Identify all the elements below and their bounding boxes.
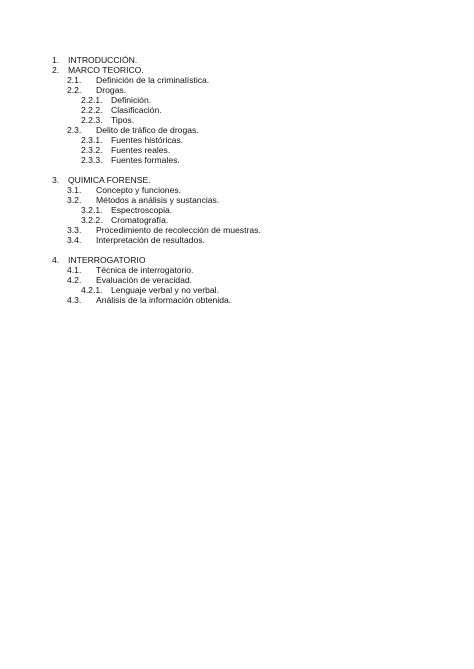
toc-entry-number: 2.2.	[67, 85, 82, 95]
toc-entry-title: Métodos a análisis y sustancias.	[96, 195, 220, 205]
toc-entry-number: 4.2.	[67, 275, 82, 285]
toc-entry-level-2	[0, 225, 474, 235]
toc-entry-title: Fuentes formales.	[111, 155, 180, 165]
toc-entry-number: 2.2.3.	[81, 115, 103, 125]
toc-entry-number: 2.1.	[67, 75, 82, 85]
toc-entry-level-3	[0, 155, 474, 165]
toc-entry-level-2	[0, 125, 474, 135]
toc-entry-level-3	[0, 135, 474, 145]
toc-entry-level-2	[0, 85, 474, 95]
toc-entry-title: Definición.	[111, 95, 152, 105]
toc-entry-title: MARCO TEORICO.	[68, 65, 144, 75]
toc-entry-level-2	[0, 295, 474, 305]
toc-entry-title: Fuentes reales.	[111, 145, 171, 155]
toc-entry-number: 2.2.2.	[81, 105, 103, 115]
toc-spacer	[0, 165, 474, 175]
toc-entry-number: 4.3.	[67, 295, 82, 305]
toc-entry-level-2	[0, 265, 474, 275]
toc-entry-level-2	[0, 75, 474, 85]
toc-entry-level-3	[0, 145, 474, 155]
toc-entry-number: 3.3.	[67, 225, 82, 235]
toc-entry-level-2	[0, 275, 474, 285]
toc-entry-title: Evaluación de veracidad.	[96, 275, 193, 285]
toc-entry-number: 2.3.2.	[81, 145, 103, 155]
toc-entry-title: Espectroscopia.	[111, 205, 173, 215]
toc-entry-title: QUIMICA FORENSE.	[68, 175, 151, 185]
toc-entry-title: INTERROGATORIO	[68, 255, 146, 265]
table-of-contents	[0, 55, 474, 305]
toc-entry-level-3	[0, 105, 474, 115]
toc-entry-level-3	[0, 205, 474, 215]
toc-entry-number: 4.2.1.	[81, 285, 103, 295]
toc-entry-title: Interpretación de resultados.	[96, 235, 205, 245]
toc-entry-title: Cromatografía.	[111, 215, 169, 225]
toc-entry-number: 3.2.1.	[81, 205, 103, 215]
toc-entry-number: 3.	[52, 175, 60, 185]
toc-entry-level-3	[0, 95, 474, 105]
toc-entry-title: Procedimiento de recolección de muestras.	[96, 225, 261, 235]
toc-entry-number: 2.2.1.	[81, 95, 103, 105]
toc-entry-level-1	[0, 65, 474, 75]
toc-entry-number: 2.	[52, 65, 60, 75]
toc-entry-number: 4.1.	[67, 265, 82, 275]
toc-entry-title: INTRODUCCIÓN.	[68, 55, 138, 65]
toc-entry-title: Tipos.	[111, 115, 135, 125]
toc-entry-level-2	[0, 195, 474, 205]
toc-entry-level-1	[0, 55, 474, 65]
toc-entry-title: Lenguaje verbal y no verbal.	[111, 285, 219, 295]
toc-entry-title: Análisis de la información obtenida.	[96, 295, 232, 305]
toc-entry-number: 2.3.1.	[81, 135, 103, 145]
toc-spacer	[0, 245, 474, 255]
toc-entry-title: Clasificación.	[111, 105, 162, 115]
toc-entry-number: 3.2.	[67, 195, 82, 205]
toc-entry-level-2	[0, 185, 474, 195]
toc-entry-number: 4.	[52, 255, 60, 265]
toc-entry-title: Concepto y funciones.	[96, 185, 182, 195]
toc-entry-title: Definición de la criminalística.	[96, 75, 210, 85]
toc-entry-number: 1.	[52, 55, 60, 65]
toc-entry-title: Delito de tráfico de drogas.	[96, 125, 199, 135]
toc-entry-level-3	[0, 285, 474, 295]
toc-entry-level-3	[0, 215, 474, 225]
toc-entry-title: Técnica de interrogatorio.	[96, 265, 194, 275]
toc-entry-number: 3.4.	[67, 235, 82, 245]
toc-entry-level-2	[0, 235, 474, 245]
toc-entry-number: 2.3.3.	[81, 155, 103, 165]
toc-entry-title: Fuentes históricas.	[111, 135, 184, 145]
toc-entry-level-1	[0, 255, 474, 265]
toc-entry-number: 3.2.2.	[81, 215, 103, 225]
toc-entry-number: 2.3.	[67, 125, 82, 135]
toc-entry-level-1	[0, 175, 474, 185]
toc-entry-number: 3.1.	[67, 185, 82, 195]
toc-entry-title: Drogas.	[96, 85, 127, 95]
toc-entry-level-3	[0, 115, 474, 125]
